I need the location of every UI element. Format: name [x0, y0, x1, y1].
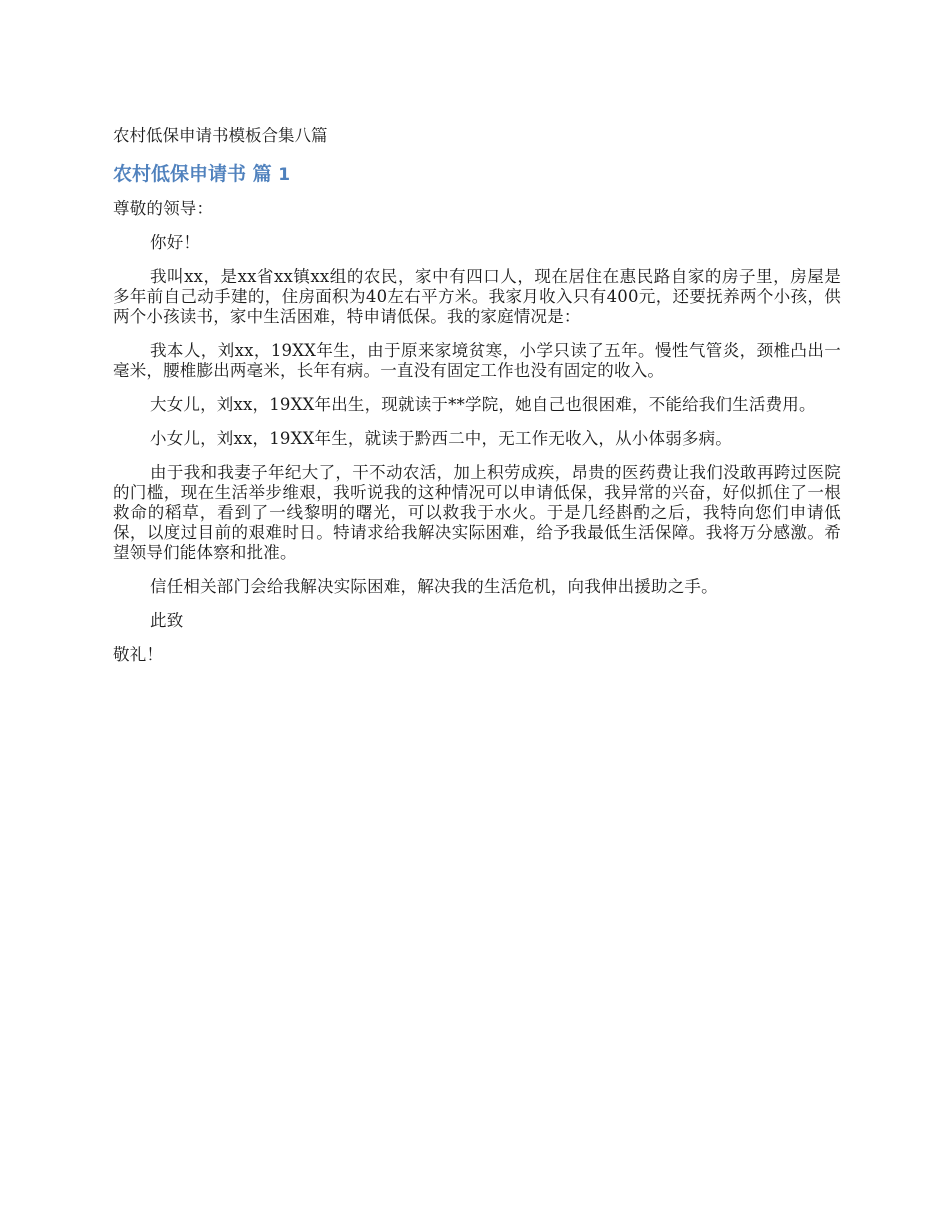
section-heading-text: 农村低保申请书 篇: [113, 163, 272, 185]
closing: 敬礼！: [113, 645, 164, 664]
document-page: [113, 124, 841, 679]
paragraph-self: 我本人，刘xx，19XX年生，由于原来家境贫寒，小学只读了五年。慢性气管炎，颈椎凸出一毫米，腰椎膨出两毫米，长年有病。一直没有固定工作也没有固定的收入。: [113, 341, 841, 380]
section-heading: [113, 160, 841, 189]
paragraph-trust: 信任相关部门会给我解决实际困难，解决我的生活危机，向我伸出援助之手。: [150, 577, 718, 596]
paragraph-introduction: 我叫xx，是xx省xx镇xx组的农民，家中有四口人，现在居住在惠民路自家的房子里，房屋是多年前自己动手建的，住房面积为40左右平方米。我家月收入只有400元，还要抚养两个小孩，供两个小孩读书，家中生活困难，特申请低保。我的家庭情况是：: [113, 267, 841, 326]
paragraph-younger-daughter: 小女儿，刘xx，19XX年生，就读于黔西二中，无工作无收入，从小体弱多病。: [150, 429, 732, 448]
salutation: 尊敬的领导：: [113, 199, 214, 218]
paragraph-request: 由于我和我妻子年纪大了，干不动农活，加上积劳成疾，昂贵的医药费让我们没敢再跨过医院的门槛，现在生活举步维艰，我听说我的这种情况可以申请低保，我异常的兴奋，好似抓住了一根救命的稻草，看到了一线黎明的曙光，可以救我于水火。于是几经斟酌之后，我特向您们申请低保，以度过目前的艰难时日。特请求给我解决实际困难，给予我最低生活保障。我将万分感激。希望领导们能体察和批准。: [113, 463, 841, 562]
document-title: 农村低保申请书模板合集八篇: [113, 126, 328, 145]
paragraph-elder-daughter: 大女儿，刘xx，19XX年出生，现就读于**学院，她自己也很困难，不能给我们生活费用。: [150, 395, 816, 414]
paragraph-cizhi: 此致: [150, 611, 184, 630]
section-number: 1: [278, 165, 291, 185]
paragraph-greeting: 你好！: [150, 233, 201, 252]
